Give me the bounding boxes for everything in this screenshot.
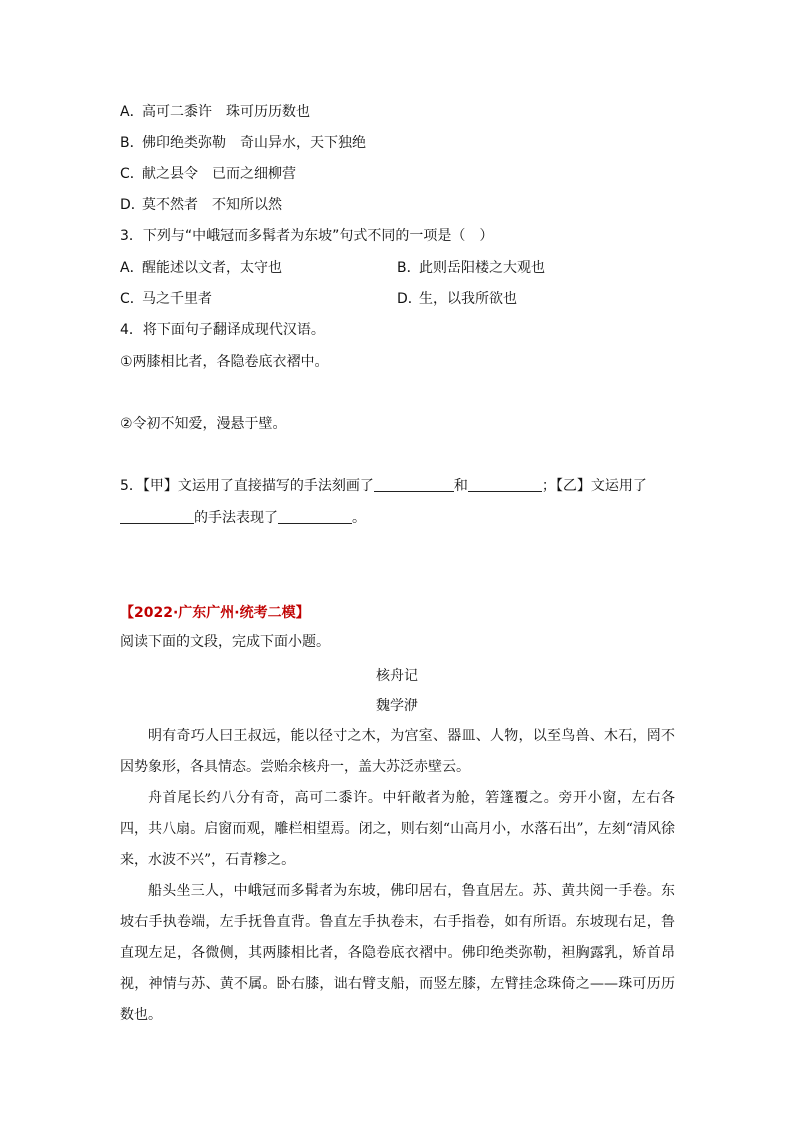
option-text: 莫不然者 不知所以然 [142, 197, 282, 213]
question-5-line-1 [120, 476, 647, 496]
passage-title: 核舟记 [376, 668, 418, 684]
q5-text-1: 5．【甲】文运用了直接描写的手法刻画了 [120, 478, 374, 494]
option-text: 高可二黍许 珠可历历数也 [142, 104, 310, 120]
option-text: 献之县令 已而之细柳营 [142, 166, 296, 182]
paragraph: 船头坐三人，中峨冠而多髯者为东坡，佛印居右，鲁直居左。苏、黄共阅一手卷。东坡右手执卷端，左手抚鲁直背。鲁直左手执卷末，右手指卷，如有所语。东坡现右足，鲁直现左足，各微侧，其两膝相比者，各隐卷底衣褶中。佛印绝类弥勒，袒胸露乳，矫首昂视，神情与苏、黄不属。卧右膝，诎右臂支船，而竖左膝，左臂挂念珠倚之——珠可历历数也。 [120, 883, 675, 1023]
q5-text-3: ；【乙】文运用了 [541, 478, 647, 494]
q5-text-4: 的手法表现了 [194, 510, 278, 526]
option-label: B． [120, 135, 144, 151]
question-4-item-2: ②令初不知爱，漫悬于壁。 [120, 416, 287, 432]
q3-option-c [120, 289, 212, 309]
option-text: 马之千里者 [142, 291, 212, 307]
option-label: A． [120, 260, 144, 276]
question-5-line-2 [120, 508, 366, 528]
answer-blank[interactable] [374, 476, 454, 492]
question-3-stem: 3．下列与“中峨冠而多髯者为东坡”句式不同的一项是（ ） [120, 228, 494, 244]
option-a [120, 102, 310, 122]
q5-text-5: 。 [352, 510, 366, 526]
paragraph: 明有奇巧人曰王叔远，能以径寸之木，为宫室、器皿、人物，以至鸟兽、木石，罔不因势象形，各具情态。尝贻余核舟一，盖大苏泛赤壁云。 [120, 728, 675, 775]
option-c [120, 164, 296, 184]
option-d [120, 195, 282, 215]
answer-blank[interactable] [468, 476, 542, 492]
option-label: B． [397, 260, 421, 276]
question-4-item-1: ①两膝相比者，各隐卷底衣褶中。 [120, 354, 329, 370]
paragraph: 舟首尾长约八分有奇，高可二黍许。中轩敞者为舱，箬篷覆之。旁开小窗，左右各四，共八扇。启窗而观，雕栏相望焉。闭之，则右刻“山高月小，水落石出”，左刻“清风徐来，水波不兴”，石青糁之。 [120, 790, 675, 868]
q3-option-b [397, 258, 545, 278]
option-label: C． [120, 166, 144, 182]
passage-body [120, 721, 675, 1031]
option-b [120, 133, 366, 153]
option-label: C． [120, 291, 144, 307]
answer-blank[interactable] [120, 508, 194, 524]
option-text: 佛印绝类弥勒 奇山异水，天下独绝 [142, 135, 366, 151]
option-label: D． [120, 197, 145, 213]
exam-source: 【2022·广东广州·统考二模】 [120, 605, 310, 621]
q3-option-a [120, 258, 282, 278]
option-text: 醒能述以文者，太守也 [142, 260, 282, 276]
answer-blank[interactable] [278, 508, 352, 524]
option-label: A． [120, 104, 144, 120]
option-label: D． [397, 291, 422, 307]
question-4-stem: 4．将下面句子翻译成现代汉语。 [120, 322, 325, 338]
q3-option-d [397, 289, 517, 309]
option-text: 此则岳阳楼之大观也 [419, 260, 545, 276]
q5-text-2: 和 [453, 478, 468, 494]
passage-author: 魏学洢 [376, 698, 418, 714]
option-text: 生，以我所欲也 [419, 291, 517, 307]
instruction: 阅读下面的文段，完成下面小题。 [120, 634, 330, 650]
